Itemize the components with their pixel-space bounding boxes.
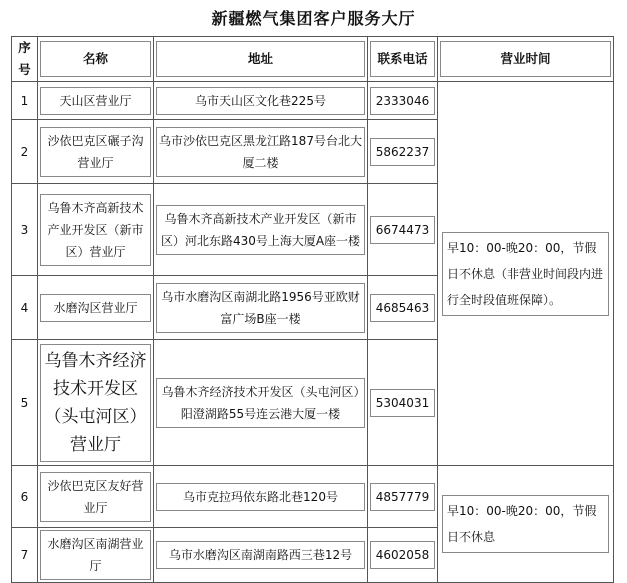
row-index: 5 bbox=[12, 340, 38, 466]
row-name: 水磨沟区南湖营业厅 bbox=[38, 528, 154, 583]
row-phone: 5862237 bbox=[368, 120, 438, 184]
page-title: 新疆燃气集团客户服务大厅 bbox=[211, 9, 416, 28]
row-phone: 2333046 bbox=[368, 82, 438, 120]
row-index: 3 bbox=[12, 184, 38, 276]
row-name: 乌鲁木齐高新技术产业开发区（新市区）营业厅 bbox=[38, 184, 154, 276]
row-phone: 6674473 bbox=[368, 184, 438, 276]
header-index: 序号 bbox=[12, 37, 38, 82]
row-name: 水磨沟区营业厅 bbox=[38, 276, 154, 340]
row-index: 4 bbox=[12, 276, 38, 340]
row-name: 天山区营业厅 bbox=[38, 82, 154, 120]
row-name: 沙依巴克区友好营业厅 bbox=[38, 466, 154, 528]
row-index: 7 bbox=[12, 528, 38, 583]
row-phone: 5304031 bbox=[368, 340, 438, 466]
row-address: 乌鲁木齐高新技术产业开发区（新市区）河北东路430号上海大厦A座一楼 bbox=[154, 184, 368, 276]
row-index: 2 bbox=[12, 120, 38, 184]
row-phone: 4857779 bbox=[368, 466, 438, 528]
row-address: 乌市天山区文化巷225号 bbox=[154, 82, 368, 120]
table-header-row bbox=[12, 37, 614, 82]
header-hours: 营业时间 bbox=[438, 37, 614, 82]
header-address: 地址 bbox=[154, 37, 368, 82]
row-hours-group-2: 早10：00-晚20：00，节假日不休息 bbox=[438, 466, 614, 583]
row-hours-group-1: 早10：00-晚20：00，节假日不休息（非营业时间段内进行全时段值班保障）。 bbox=[438, 82, 614, 466]
header-name: 名称 bbox=[38, 37, 154, 82]
row-index: 1 bbox=[12, 82, 38, 120]
row-phone: 4685463 bbox=[368, 276, 438, 340]
header-phone: 联系电话 bbox=[368, 37, 438, 82]
row-address: 乌市水磨沟区南湖南路西三巷12号 bbox=[154, 528, 368, 583]
row-phone: 4602058 bbox=[368, 528, 438, 583]
row-address: 乌鲁木齐经济技术开发区（头屯河区）阳澄湖路55号连云港大厦一楼 bbox=[154, 340, 368, 466]
row-name: 沙依巴克区碾子沟营业厅 bbox=[38, 120, 154, 184]
table-row bbox=[12, 466, 614, 528]
row-address: 乌市沙依巴克区黑龙江路187号台北大厦二楼 bbox=[154, 120, 368, 184]
row-index: 6 bbox=[12, 466, 38, 528]
service-hall-table bbox=[11, 36, 614, 583]
row-address: 乌市克拉玛依东路北巷120号 bbox=[154, 466, 368, 528]
row-address: 乌市水磨沟区南湖北路1956号亚欧财富广场B座一楼 bbox=[154, 276, 368, 340]
row-name: 乌鲁木齐经济技术开发区（头屯河区）营业厅 bbox=[38, 340, 154, 466]
table-row bbox=[12, 82, 614, 120]
